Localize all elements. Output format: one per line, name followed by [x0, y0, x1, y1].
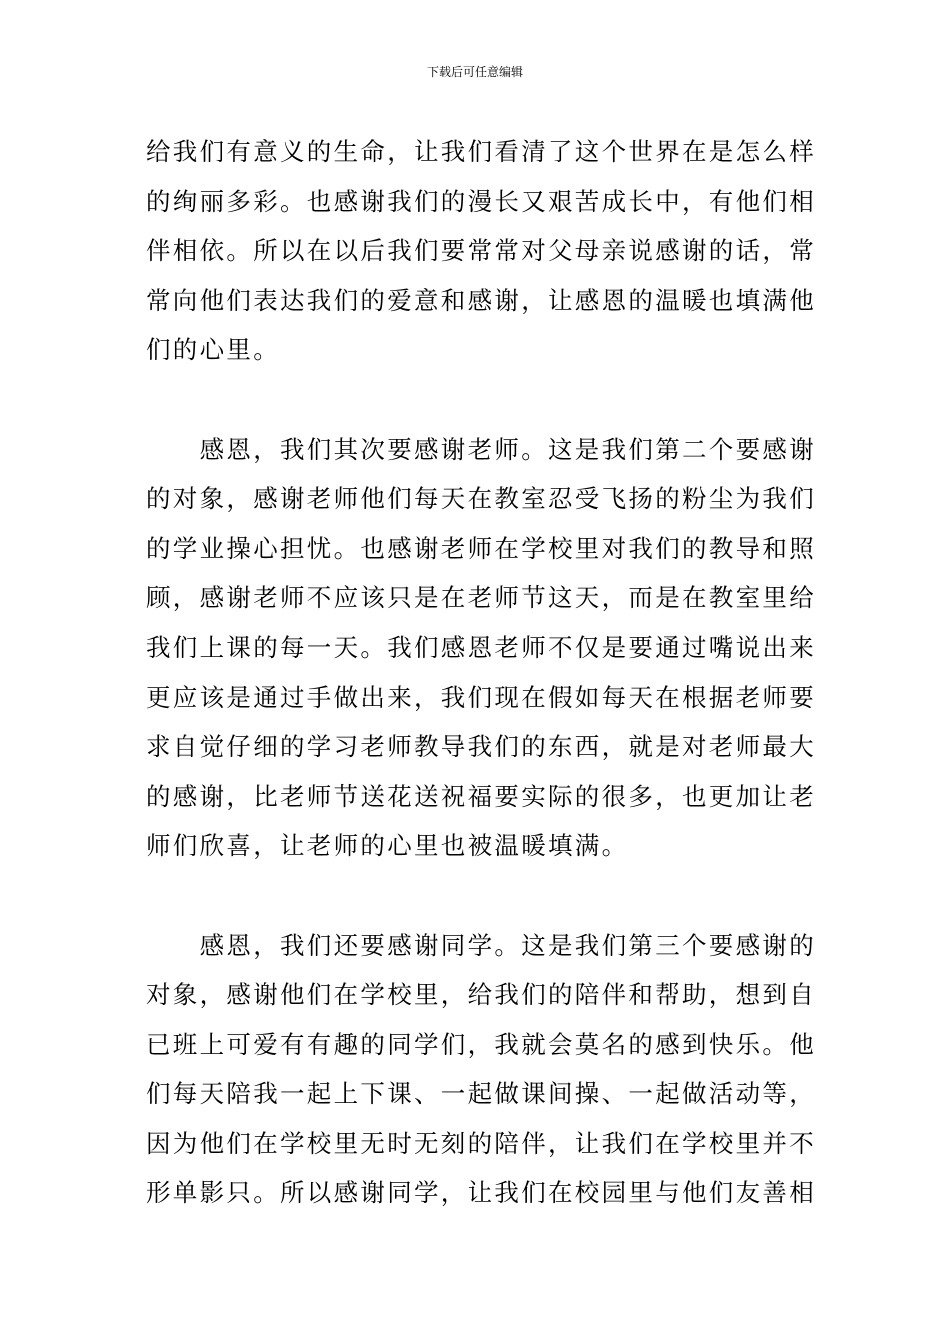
text-line: 常向他们表达我们的爱意和感谢，让感恩的温暖也填满他: [146, 285, 816, 315]
text-line: 感恩，我们其次要感谢老师。这是我们第二个要感谢: [146, 434, 816, 464]
paragraph-spacer: [146, 871, 810, 921]
text-line: 感恩，我们还要感谢同学。这是我们第三个要感谢的: [146, 930, 816, 960]
text-line: 对象，感谢他们在学校里，给我们的陪伴和帮助，想到自: [146, 980, 816, 1010]
text-line: 的绚丽多彩。也感谢我们的漫长又艰苦成长中，有他们相: [146, 186, 816, 216]
text-line: 的对象，感谢老师他们每天在教室忍受飞扬的粉尘为我们: [146, 484, 816, 514]
text-line: 已班上可爱有有趣的同学们，我就会莫名的感到快乐。他: [146, 1029, 816, 1059]
text-line: 形单影只。所以感谢同学，让我们在校园里与他们友善相: [146, 1178, 816, 1208]
text-line: 求自觉仔细的学习老师教导我们的东西，就是对老师最大: [146, 732, 816, 762]
text-line: 我们上课的每一天。我们感恩老师不仅是要通过嘴说出来: [146, 632, 816, 662]
text-line: 更应该是通过手做出来，我们现在假如每天在根据老师要: [146, 682, 816, 712]
paragraph-2: [146, 425, 816, 871]
text-line: 师们欣喜，让老师的心里也被温暖填满。: [146, 831, 629, 861]
text-line: 顾，感谢老师不应该只是在老师节这天，而是在教室里给: [146, 583, 816, 613]
paragraph-spacer: [146, 375, 810, 425]
text-line: 因为他们在学校里无时无刻的陪伴，让我们在学校里并不: [146, 1128, 816, 1158]
text-line: 们的心里。: [146, 335, 280, 365]
page-header: 下载后可任意编辑: [426, 65, 523, 79]
body-text: [146, 127, 816, 1218]
text-line: 伴相依。所以在以后我们要常常对父母亲说感谢的话，常: [146, 236, 816, 266]
text-line: 的学业操心担忧。也感谢老师在学校里对我们的教导和照: [146, 533, 816, 563]
text-line: 给我们有意义的生命，让我们看清了这个世界在是怎么样: [146, 137, 816, 166]
text-line: 们每天陪我一起上下课、一起做课间操、一起做活动等，: [146, 1079, 816, 1109]
text-line: 的感谢，比老师节送花送祝福要实际的很多，也更加让老: [146, 781, 816, 811]
paragraph-3: [146, 921, 816, 1219]
paragraph-1: [146, 127, 816, 375]
